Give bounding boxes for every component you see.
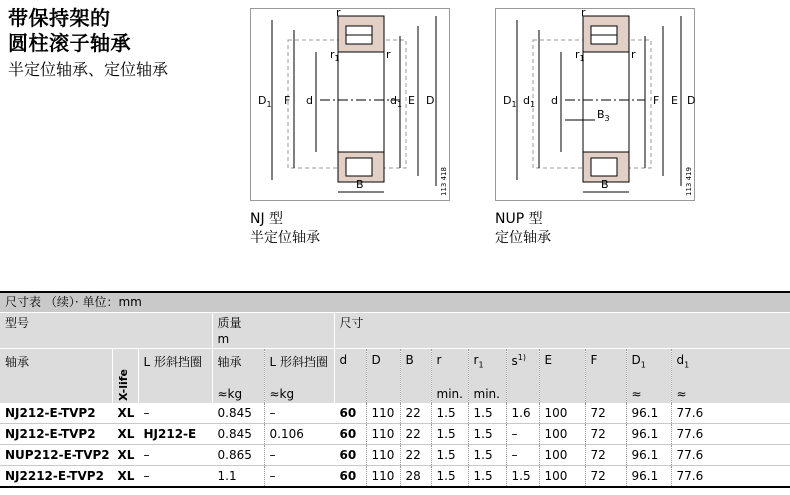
cell-F: 72 [585,445,626,466]
nup-label-r-right: r [631,48,636,61]
cell-bearing: NUP212-E-TVP2 [0,445,112,466]
nup-label-D: D [687,94,695,107]
cell-s: 1.5 [506,466,539,488]
cell-E: 100 [539,466,585,488]
header-F: F [585,349,626,404]
nj-label-F: F [284,94,291,107]
cell-E: 100 [539,424,585,445]
nj-caption-desc: 半定位轴承 [250,230,320,246]
cell-d1: 77.6 [671,403,790,424]
cell-l-ring: – [138,445,212,466]
cell-r: 1.5 [431,445,468,466]
table-caption: 尺寸表 （续）· 单位：mm [0,292,790,313]
table-header-row-1 [0,313,790,349]
cell-m-bearing: 1.1 [212,466,264,488]
cell-bearing: NJ2212-E-TVP2 [0,466,112,488]
cell-r1: 1.5 [468,424,506,445]
header-d: d [334,349,366,404]
header-s: $s^{1)}$ [506,349,539,404]
cell-m-ring: – [264,445,334,466]
nj-label-d: d [306,94,313,107]
nup-label-B: B [601,178,609,191]
cell-d: 60 [334,403,366,424]
cell-s: 1.6 [506,403,539,424]
table-header-row-2 [0,349,790,404]
cell-B: 22 [400,445,431,466]
cell-d1: 77.6 [671,466,790,488]
cell-E: 100 [539,403,585,424]
table-row [0,403,790,424]
cell-F: 72 [585,424,626,445]
cell-l-ring: HJ212-E [138,424,212,445]
table-row [0,424,790,445]
cell-bearing: NJ212-E-TVP2 [0,403,112,424]
cell-D1: 96.1 [626,403,671,424]
nj-label-r-top: r [336,8,341,19]
table-caption-row [0,292,790,313]
cell-D: 110 [366,466,400,488]
nup-label-d: d [551,94,558,107]
nup-drawing-code: 113 419 [685,167,693,196]
cell-l-ring: – [138,403,212,424]
dimension-table [0,291,790,488]
cell-r: 1.5 [431,403,468,424]
cell-D: 110 [366,403,400,424]
header-l-ring: L 形斜挡圈 [138,349,212,404]
nj-label-r-right: r [386,48,391,61]
nup-label-B3: $B_3$ [597,108,610,123]
nj-label-d1: $d_1$ [390,94,403,109]
cell-D1: 96.1 [626,424,671,445]
header-dimensions: 尺寸 [334,313,790,349]
nj-label-B: B [356,178,364,191]
cell-l-ring: – [138,466,212,488]
cell-m-bearing: 0.845 [212,424,264,445]
cell-xlife: XL [112,403,138,424]
table-row [0,445,790,466]
nup-label-d1: $d_1$ [523,94,536,109]
cell-r: 1.5 [431,466,468,488]
cell-m-ring: – [264,403,334,424]
header-bearing: 轴承 [0,349,112,404]
page-title-line-1: 带保持架的 [8,6,111,30]
page-subtitle: 半定位轴承、定位轴承 [8,60,169,79]
nup-label-F: F [653,94,660,107]
nj-label-E: E [408,94,415,107]
cell-B: 28 [400,466,431,488]
nup-label-D1: $D_1$ [503,94,517,109]
cell-E: 100 [539,445,585,466]
table-row [0,466,790,488]
cell-D: 110 [366,424,400,445]
nj-label-D: D [426,94,435,107]
nj-label-r1: $r_1$ [330,48,340,63]
cell-D: 110 [366,445,400,466]
cell-m-ring: – [264,466,334,488]
nup-bearing-drawing [495,8,695,201]
page-title-line-2: 圆柱滚子轴承 [8,31,131,55]
nup-label-E: E [671,94,678,107]
header-D: D [366,349,400,404]
nj-drawing-code: 113 418 [440,167,448,196]
cell-m-bearing: 0.845 [212,403,264,424]
cell-s: – [506,424,539,445]
header-mass-bearing: 轴承 ≈kg [212,349,264,404]
nup-caption-type: NUP 型 [495,211,543,227]
cell-F: 72 [585,466,626,488]
header-mass-l-ring: L 形斜挡圈 ≈kg [264,349,334,404]
cell-r1: 1.5 [468,445,506,466]
nup-label-r1: $r_1$ [575,48,585,63]
header-E: E [539,349,585,404]
header-mass: 质量 m [212,313,334,349]
cell-m-bearing: 0.865 [212,445,264,466]
cell-xlife: XL [112,424,138,445]
nj-bearing-drawing [250,8,450,201]
cell-d: 60 [334,466,366,488]
cell-d1: 77.6 [671,424,790,445]
header-B: B [400,349,431,404]
cell-d: 60 [334,424,366,445]
cell-B: 22 [400,424,431,445]
title-block [8,6,168,82]
nj-caption-type: NJ 型 [250,211,284,227]
nup-label-r-top: r [581,8,586,19]
cell-xlife: XL [112,445,138,466]
cell-xlife: XL [112,466,138,488]
header-d1: $d_1$ ≈ [671,349,790,404]
header-xlife: X-life [112,349,138,404]
cell-d1: 77.6 [671,445,790,466]
cell-bearing: NJ212-E-TVP2 [0,424,112,445]
cell-d: 60 [334,445,366,466]
cell-r1: 1.5 [468,466,506,488]
nj-caption [250,210,320,248]
cell-s: – [506,445,539,466]
header-r1: $r_1$ min. [468,349,506,404]
table-body [0,403,790,487]
header-designation: 型号 [0,313,212,349]
cell-m-ring: 0.106 [264,424,334,445]
cell-r: 1.5 [431,424,468,445]
cell-B: 22 [400,403,431,424]
nj-label-D1: $D_1$ [258,94,272,109]
cell-D1: 96.1 [626,466,671,488]
cell-r1: 1.5 [468,403,506,424]
cell-F: 72 [585,403,626,424]
cell-D1: 96.1 [626,445,671,466]
nup-caption-desc: 定位轴承 [495,230,551,246]
nup-caption [495,210,551,248]
header-D1: $D_1$ ≈ [626,349,671,404]
header-r: r min. [431,349,468,404]
